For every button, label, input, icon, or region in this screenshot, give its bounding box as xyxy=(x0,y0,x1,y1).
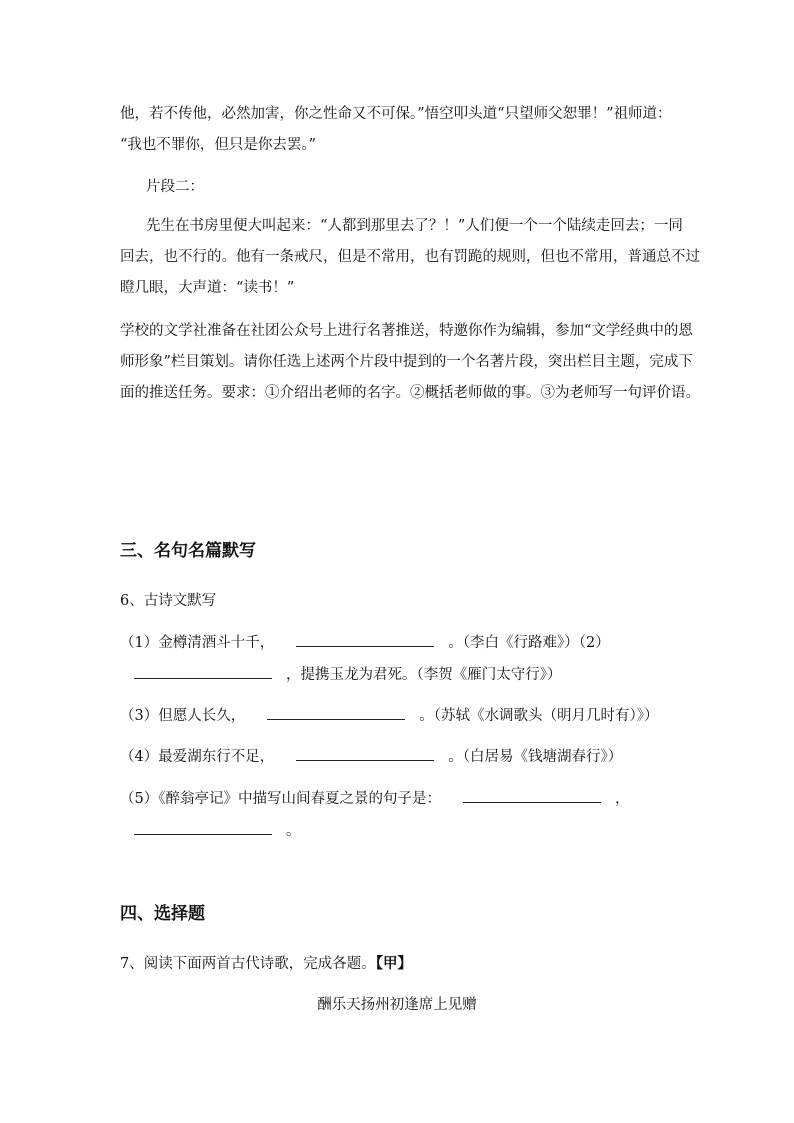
recitation-item-3 xyxy=(120,705,658,726)
question-7 xyxy=(120,954,412,974)
item4-prefix: （4）最爱湖东行不足， xyxy=(120,749,275,765)
recitation-item-5 xyxy=(120,788,629,809)
section4-heading: 四、选择题 xyxy=(120,904,205,924)
recitation-item-2 xyxy=(120,664,562,685)
item1-suffix: 。（李白《行路难》）（2） xyxy=(448,635,610,651)
q7-text: 7、阅读下面两首古代诗歌，完成各题。 xyxy=(120,956,376,972)
task-line1: 学校的文学社准备在社团公众号上进行名著推送，特邀你作为编辑，参加“文学经典中的恩 xyxy=(120,323,693,339)
fragment2-line3: 瞪几眼，大声道：“读书！” xyxy=(120,280,295,296)
fragment2-line2: 回去，也不行的。他有一条戒尺，但是不常用，也有罚跪的规则，但也不常用，普通总不过 xyxy=(120,249,700,265)
item2-suffix: ，提携玉龙为君死。（李贺《雁门太守行》） xyxy=(286,667,562,683)
task-line3: 面的推送任务。要求：①介绍出老师的名字。②概括老师做的事。③为老师写一句评价语。 xyxy=(120,385,700,401)
fragment1-line2: “我也不罪你，但只是你去罢。” xyxy=(120,137,317,153)
poem-title: 酬乐天扬州初逢席上见赠 xyxy=(317,997,477,1013)
recitation-item-5-cont xyxy=(120,820,301,841)
answer-blank-1[interactable] xyxy=(296,632,434,647)
recitation-item-1 xyxy=(120,632,610,653)
section3-heading: 三、名句名篇默写 xyxy=(120,541,256,561)
item5-mid: ， xyxy=(614,791,630,807)
question-6: 6、古诗文默写 xyxy=(120,593,217,609)
item3-suffix: 。（苏轼《水调歌头（明月几时有）》） xyxy=(419,708,659,724)
fragment2-title: 片段二： xyxy=(146,179,204,195)
item5-end: 。 xyxy=(286,823,301,839)
fragment2-line1: 先生在书房里便大叫起来：“人都到那里去了？！”人们便一个一个陆续走回去；一同 xyxy=(146,218,683,234)
answer-blank-3[interactable] xyxy=(267,705,405,720)
item4-suffix: 。（白居易《钱塘湖春行》） xyxy=(448,749,623,765)
fragment1-line1: 他，若不传他，必然加害，你之性命又不可保。”悟空叩头道“只望师父恕罪！”祖师道： xyxy=(120,106,672,122)
recitation-item-4 xyxy=(120,746,622,767)
q7-tag: 【甲】 xyxy=(375,955,412,972)
answer-blank-6[interactable] xyxy=(134,820,272,835)
task-line2: 师形象”栏目策划。请你任选上述两个片段中提到的一个名著片段，突出栏目主题，完成下 xyxy=(120,354,693,370)
answer-blank-5[interactable] xyxy=(463,788,601,803)
item5-prefix: （5）《醉翁亭记》中描写山间春夏之景的句子是： xyxy=(120,791,441,807)
item3-prefix: （3）但愿人长久， xyxy=(120,708,246,724)
answer-blank-2[interactable] xyxy=(134,664,272,679)
item1-prefix: （1）金樽清酒斗十千， xyxy=(120,635,275,651)
answer-blank-4[interactable] xyxy=(296,746,434,761)
